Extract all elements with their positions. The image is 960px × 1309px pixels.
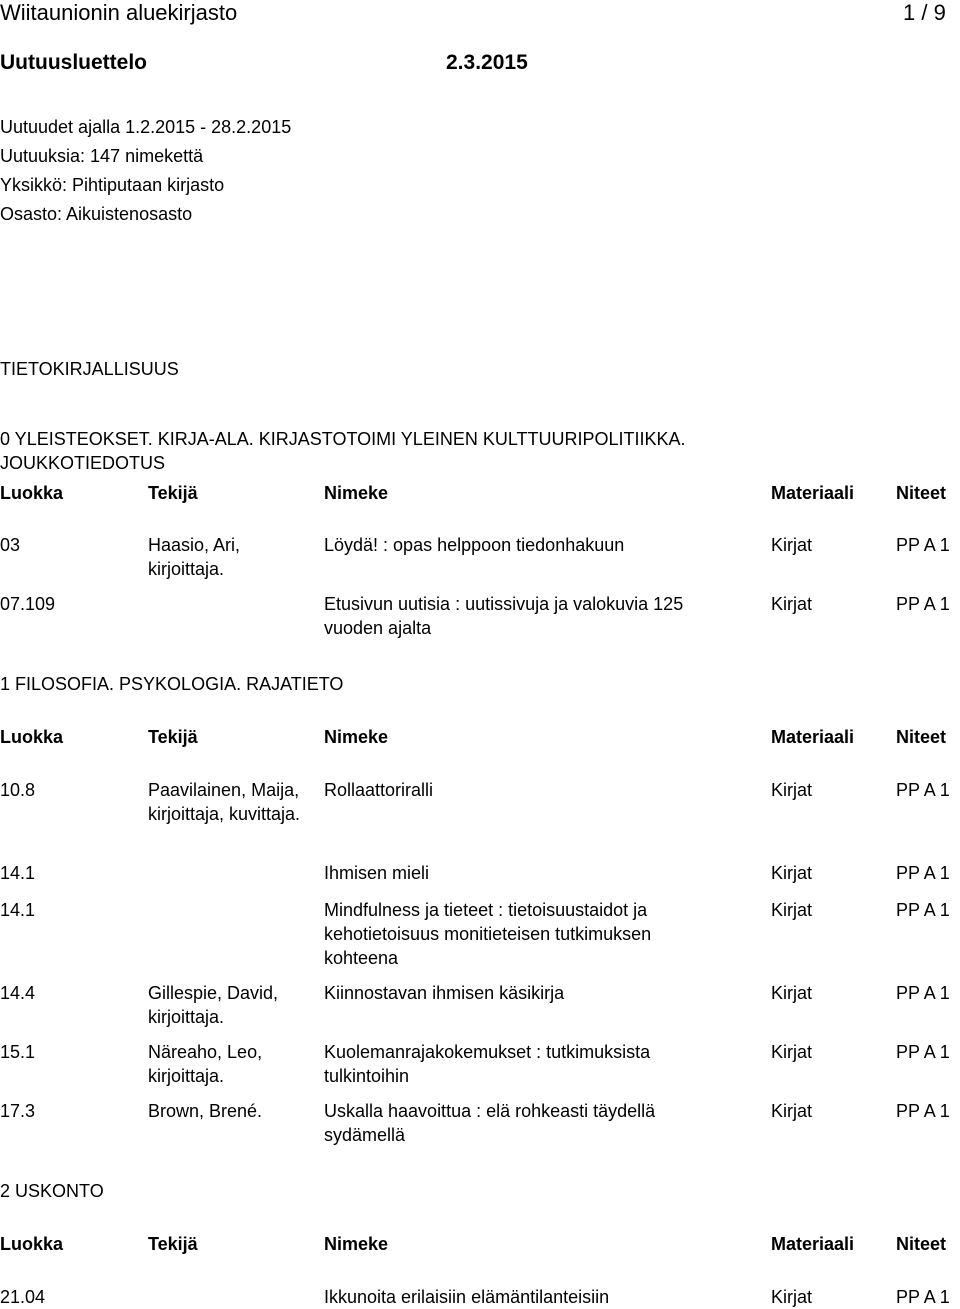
cell-materiaali: Kirjat [771,900,813,920]
column-header-tekija: Tekijä [148,483,198,503]
cell-niteet: PP A 1 [896,1042,950,1062]
column-header-tekija: Tekijä [148,727,198,747]
cell-tekija: Brown, Brené. [148,1101,263,1121]
cell-nimeke: Rollaattoriralli [324,780,434,800]
cell-materiaali: Kirjat [771,1101,813,1121]
page-title: Uutuusluettelo [0,51,147,74]
cell-luokka: 14.1 [0,863,36,883]
cell-luokka: 03 [0,535,21,555]
cell-niteet: PP A 1 [896,1101,950,1121]
cell-materiaali: Kirjat [771,594,813,614]
column-header-niteet: Niteet [896,1234,947,1254]
cell-materiaali: Kirjat [771,1287,813,1307]
column-header-materiaali: Materiaali [771,727,855,747]
cell-luokka: 15.1 [0,1042,36,1062]
cell-nimeke: Uskalla haavoittua : elä rohkeasti täydellä sydämellä [324,1101,656,1145]
cell-nimeke: Ihmisen mieli [324,863,430,883]
column-header-tekija: Tekijä [148,1234,198,1254]
cell-materiaali: Kirjat [771,1042,813,1062]
section-heading-line: 1 FILOSOFIA. PSYKOLOGIA. RAJATIETO [0,674,344,694]
section-heading-line: 2 USKONTO [0,1181,104,1201]
cell-materiaali: Kirjat [771,535,813,555]
cell-nimeke: Etusivun uutisia : uutissivuja ja valokuvia 125 vuoden ajalta [324,594,684,638]
info-unit: Yksikkö: Pihtiputaan kirjasto [0,175,225,195]
cell-luokka: 10.8 [0,780,36,800]
column-header-luokka: Luokka [0,1234,64,1254]
cell-luokka: 14.1 [0,900,36,920]
cell-tekija: Haasio, Ari, kirjoittaja. [148,535,241,579]
cell-nimeke: Kuolemanrajakokemukset : tutkimuksista tulkintoihin [324,1042,651,1086]
column-header-niteet: Niteet [896,483,947,503]
cell-materiaali: Kirjat [771,780,813,800]
cell-tekija: Gillespie, David, kirjoittaja. [148,983,279,1027]
section-heading-line: 0 YLEISTEOKSET. KIRJA-ALA. KIRJASTOTOIMI YLEINEN KULTTUURIPOLITIIKKA. [0,429,686,449]
cell-luokka: 21.04 [0,1287,46,1307]
cell-nimeke: Mindfulness ja tieteet : tietoisuustaidot ja kehotietoisuus monitieteisen tutkimuksen kohteena [324,900,652,968]
cell-materiaali: Kirjat [771,863,813,883]
cell-niteet: PP A 1 [896,1287,950,1307]
cell-tekija: Paavilainen, Maija, kirjoittaja, kuvittaja. [148,780,301,824]
cell-niteet: PP A 1 [896,983,950,1003]
column-header-niteet: Niteet [896,727,947,747]
column-header-materiaali: Materiaali [771,483,855,503]
column-header-luokka: Luokka [0,483,64,503]
cell-luokka: 17.3 [0,1101,36,1121]
cell-luokka: 14.4 [0,983,36,1003]
column-header-nimeke: Nimeke [324,727,389,747]
cell-niteet: PP A 1 [896,535,950,555]
category-heading: TIETOKIRJALLISUUS [0,359,179,379]
cell-nimeke: Löydä! : opas helppoon tiedonhakuun [324,535,625,555]
cell-tekija: Näreaho, Leo, kirjoittaja. [148,1042,263,1086]
library-name: Wiitaunionin aluekirjasto [0,0,238,25]
info-period: Uutuudet ajalla 1.2.2015 - 28.2.2015 [0,117,292,137]
info-count: Uutuuksia: 147 nimekettä [0,146,204,166]
column-header-luokka: Luokka [0,727,64,747]
cell-niteet: PP A 1 [896,594,950,614]
cell-nimeke: Kiinnostavan ihmisen käsikirja [324,983,565,1003]
list-date: 2.3.2015 [446,51,528,74]
column-header-nimeke: Nimeke [324,483,389,503]
cell-niteet: PP A 1 [896,780,950,800]
cell-materiaali: Kirjat [771,983,813,1003]
cell-niteet: PP A 1 [896,900,950,920]
column-header-materiaali: Materiaali [771,1234,855,1254]
page-number: 1 / 9 [903,0,946,25]
cell-niteet: PP A 1 [896,863,950,883]
cell-nimeke: Ikkunoita erilaisiin elämäntilanteisiin [324,1287,610,1307]
column-header-nimeke: Nimeke [324,1234,389,1254]
section-heading-line: JOUKKOTIEDOTUS [0,453,166,473]
info-department: Osasto: Aikuistenosasto [0,204,193,224]
cell-luokka: 07.109 [0,594,56,614]
